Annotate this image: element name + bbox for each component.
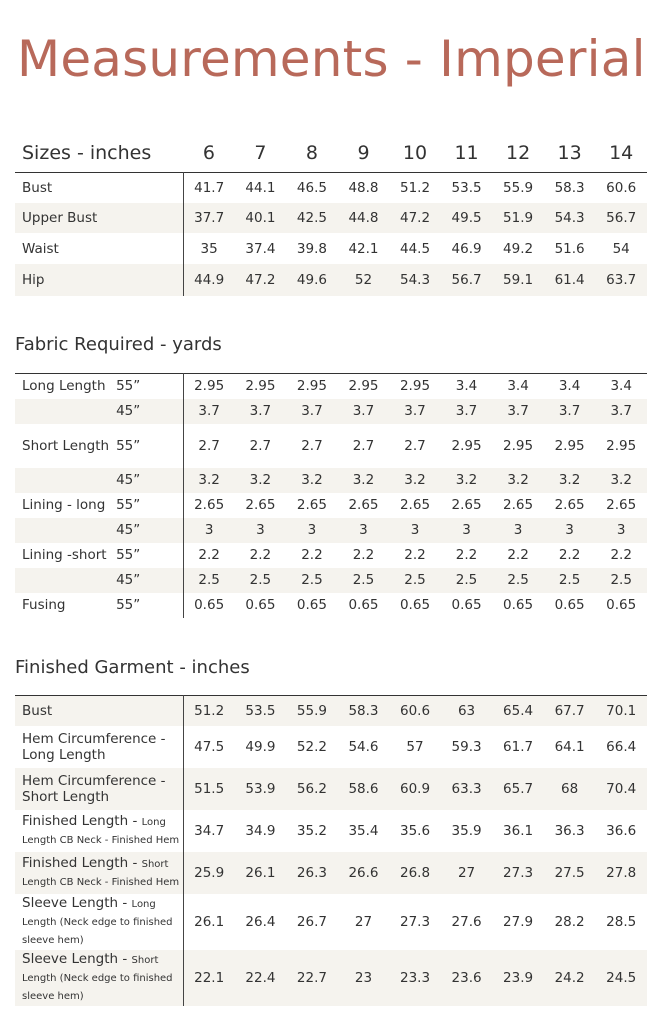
value-cell: 3.7 xyxy=(338,399,390,424)
value-cell: 0.65 xyxy=(606,597,637,613)
value-cell: 2.7 xyxy=(404,437,426,454)
value-cell: 49.9 xyxy=(245,738,276,755)
value-cell: 52.2 xyxy=(296,738,327,755)
value-cell: 23 xyxy=(338,950,390,1006)
fabric-row xyxy=(15,593,647,618)
value-cell: 3.2 xyxy=(492,468,544,493)
row-label-text: Finished Length - xyxy=(22,854,142,871)
value-cell: 35 xyxy=(183,233,235,264)
value-cell: 70.4 xyxy=(595,768,647,810)
value-cell: 23.9 xyxy=(492,950,544,1006)
value-cell: 3.2 xyxy=(286,468,338,493)
value-cell: 48.8 xyxy=(348,179,379,196)
value-cell: 3.7 xyxy=(544,399,596,424)
fabric-width: 55” xyxy=(116,597,141,613)
value-cell: 46.9 xyxy=(451,240,482,257)
value-cell: 54.6 xyxy=(348,738,379,755)
value-cell: 2.95 xyxy=(451,437,482,454)
fabric-width: 55” xyxy=(116,547,141,563)
value-cell: 46.5 xyxy=(296,179,327,196)
fabric-section-title: Fabric Required - yards xyxy=(15,334,222,355)
value-cell: 63 xyxy=(441,696,493,726)
size-header: 9 xyxy=(357,141,370,164)
value-cell: 3.2 xyxy=(183,468,235,493)
value-cell: 2.2 xyxy=(249,547,272,563)
measurement-row xyxy=(15,264,647,296)
value-cell: 2.65 xyxy=(183,493,235,518)
value-cell: 42.5 xyxy=(286,203,338,233)
row-label xyxy=(15,568,110,593)
value-cell: 2.2 xyxy=(301,547,323,563)
value-cell: 3.4 xyxy=(455,378,478,395)
row-label-text: Hem Circumference - Long Length xyxy=(22,730,166,763)
value-cell: 44.5 xyxy=(399,240,431,257)
value-cell: 26.3 xyxy=(286,852,338,894)
value-cell: 2.95 xyxy=(503,437,534,454)
value-cell: 44.1 xyxy=(245,179,276,196)
row-label: Fusing xyxy=(22,597,66,613)
size-header: 6 xyxy=(202,141,215,164)
value-cell: 0.65 xyxy=(503,597,534,613)
value-cell: 2.7 xyxy=(301,437,323,454)
value-cell: 63.7 xyxy=(595,264,647,296)
finished-row xyxy=(15,696,647,726)
value-cell: 47.2 xyxy=(235,264,287,296)
value-cell: 49.2 xyxy=(503,240,534,257)
measurements-header-row xyxy=(15,134,647,172)
fabric-width: 55” xyxy=(116,378,141,395)
value-cell: 35.2 xyxy=(296,822,327,839)
value-cell: 27.6 xyxy=(451,913,482,930)
value-cell: 27.5 xyxy=(544,852,596,894)
finished-row xyxy=(15,726,647,768)
finished-row xyxy=(15,894,647,950)
value-cell: 59.1 xyxy=(492,264,544,296)
row-label: Long Length xyxy=(22,378,106,395)
value-cell: 35.9 xyxy=(451,822,482,839)
value-cell: 58.3 xyxy=(338,696,390,726)
value-cell: 58.6 xyxy=(338,768,390,810)
value-cell: 0.65 xyxy=(296,597,327,613)
row-label: Waist xyxy=(22,240,59,257)
value-cell: 3 xyxy=(544,518,596,543)
row-label-text: Bust xyxy=(22,702,53,719)
value-cell: 24.5 xyxy=(595,950,647,1006)
row-label xyxy=(15,518,110,543)
value-cell: 3 xyxy=(338,518,390,543)
value-cell: 22.4 xyxy=(235,950,287,1006)
fabric-width: 45” xyxy=(110,568,183,593)
value-cell: 44.8 xyxy=(338,203,390,233)
value-cell: 0.65 xyxy=(245,597,276,613)
value-cell: 53.9 xyxy=(235,768,287,810)
value-cell: 3 xyxy=(183,518,235,543)
value-cell: 3.4 xyxy=(507,378,529,395)
value-cell: 24.2 xyxy=(544,950,596,1006)
row-label xyxy=(15,726,183,768)
value-cell: 3.7 xyxy=(492,399,544,424)
value-cell: 2.65 xyxy=(348,497,379,513)
row-label-note: Short Length (Neck edge to finished sleeve hem) xyxy=(22,954,173,1002)
value-cell: 25.9 xyxy=(183,852,235,894)
value-cell: 2.7 xyxy=(183,424,235,468)
value-cell: 37.4 xyxy=(245,240,276,257)
value-cell: 47.5 xyxy=(183,726,235,768)
row-label xyxy=(15,810,183,852)
value-cell: 3.2 xyxy=(338,468,390,493)
value-cell: 35.6 xyxy=(399,822,431,839)
row-label: Hip xyxy=(15,264,183,296)
fabric-width: 55” xyxy=(116,437,141,454)
value-cell: 2.65 xyxy=(606,497,637,513)
row-label-text: Finished Length - xyxy=(22,812,142,829)
value-cell: 36.6 xyxy=(606,822,637,839)
row-label-note: Long Length (Neck edge to finished sleeve hem) xyxy=(22,898,173,946)
value-cell: 53.5 xyxy=(451,179,482,196)
value-cell: 56.7 xyxy=(595,203,647,233)
fabric-width: 45” xyxy=(110,518,183,543)
value-cell: 3.7 xyxy=(183,399,235,424)
value-cell: 3.2 xyxy=(389,468,441,493)
value-cell: 2.5 xyxy=(595,568,647,593)
finished-row xyxy=(15,852,647,894)
row-label: Upper Bust xyxy=(15,203,183,233)
value-cell: 2.65 xyxy=(296,497,327,513)
value-cell: 3.7 xyxy=(441,399,493,424)
value-cell: 47.2 xyxy=(389,203,441,233)
value-cell: 26.7 xyxy=(296,913,327,930)
value-cell: 65.7 xyxy=(492,768,544,810)
value-cell: 3.2 xyxy=(544,468,596,493)
row-label xyxy=(15,468,110,493)
value-cell: 26.4 xyxy=(245,913,276,930)
value-cell: 41.7 xyxy=(183,172,235,203)
value-cell: 51.5 xyxy=(183,768,235,810)
value-cell: 2.95 xyxy=(399,378,431,395)
value-cell: 58.3 xyxy=(554,179,585,196)
value-cell: 2.2 xyxy=(558,547,581,563)
fabric-width: 45” xyxy=(110,468,183,493)
value-cell: 2.95 xyxy=(296,378,327,395)
value-cell: 42.1 xyxy=(348,240,379,257)
value-cell: 2.5 xyxy=(441,568,493,593)
value-cell: 37.7 xyxy=(183,203,235,233)
value-cell: 3.4 xyxy=(610,378,632,395)
finished-row xyxy=(15,810,647,852)
value-cell: 2.95 xyxy=(245,378,276,395)
value-cell: 2.2 xyxy=(404,547,426,563)
value-cell: 54.3 xyxy=(389,264,441,296)
value-cell: 56.7 xyxy=(441,264,493,296)
value-cell: 2.65 xyxy=(451,497,482,513)
value-cell: 36.3 xyxy=(554,822,585,839)
row-label: Lining -short xyxy=(22,547,107,563)
measurements-header-label: Sizes - inches xyxy=(22,141,152,164)
value-cell: 3.7 xyxy=(286,399,338,424)
value-cell: 60.6 xyxy=(389,696,441,726)
value-cell: 52 xyxy=(338,264,390,296)
value-cell: 26.1 xyxy=(183,894,235,950)
value-cell: 2.65 xyxy=(245,497,276,513)
value-cell: 2.2 xyxy=(352,547,375,563)
value-cell: 27 xyxy=(354,913,373,930)
row-label xyxy=(15,696,183,726)
fabric-row xyxy=(15,399,647,424)
value-cell: 2.95 xyxy=(554,437,585,454)
value-cell: 26.1 xyxy=(235,852,287,894)
value-cell: 35.4 xyxy=(348,822,379,839)
size-header: 13 xyxy=(557,141,582,164)
size-header: 7 xyxy=(254,141,267,164)
size-header: 8 xyxy=(305,141,318,164)
value-cell: 3 xyxy=(441,518,493,543)
value-cell: 26.8 xyxy=(389,852,441,894)
row-label xyxy=(15,950,183,1006)
value-cell: 3.2 xyxy=(441,468,493,493)
value-cell: 2.2 xyxy=(507,547,529,563)
row-label-text: Sleeve Length - xyxy=(22,894,132,911)
value-cell: 34.9 xyxy=(245,822,276,839)
value-cell: 3.7 xyxy=(389,399,441,424)
value-cell: 3 xyxy=(286,518,338,543)
value-cell: 60.9 xyxy=(389,768,441,810)
value-cell: 3 xyxy=(492,518,544,543)
value-cell: 40.1 xyxy=(235,203,287,233)
row-label xyxy=(15,399,110,424)
value-cell: 65.4 xyxy=(492,696,544,726)
value-cell: 2.95 xyxy=(183,374,235,399)
value-cell: 2.2 xyxy=(610,547,632,563)
value-cell: 51.9 xyxy=(492,203,544,233)
value-cell: 55.9 xyxy=(503,179,534,196)
value-cell: 53.5 xyxy=(235,696,287,726)
value-cell: 0.65 xyxy=(451,597,482,613)
value-cell: 66.4 xyxy=(606,738,637,755)
size-header: 10 xyxy=(402,141,428,164)
measurement-row xyxy=(15,233,647,264)
value-cell: 51.2 xyxy=(183,696,235,726)
value-cell: 2.2 xyxy=(183,543,235,568)
row-label: Short Length xyxy=(22,437,110,454)
value-cell: 0.65 xyxy=(183,593,235,618)
value-cell: 60.6 xyxy=(606,179,637,196)
value-cell: 59.3 xyxy=(451,738,482,755)
value-cell: 3.7 xyxy=(595,399,647,424)
value-cell: 23.3 xyxy=(389,950,441,1006)
measurement-row xyxy=(15,203,647,233)
value-cell: 54.3 xyxy=(544,203,596,233)
value-cell: 3 xyxy=(389,518,441,543)
value-cell: 49.5 xyxy=(441,203,493,233)
fabric-width: 55” xyxy=(116,497,141,513)
fabric-row xyxy=(15,543,647,568)
size-header: 14 xyxy=(609,141,634,164)
row-label-text: Hem Circumference - Short Length xyxy=(22,772,166,805)
value-cell: 2.7 xyxy=(352,437,375,454)
value-cell: 2.5 xyxy=(544,568,596,593)
value-cell: 55.9 xyxy=(286,696,338,726)
value-cell: 2.65 xyxy=(399,497,431,513)
value-cell: 27.8 xyxy=(595,852,647,894)
value-cell: 34.7 xyxy=(183,810,235,852)
value-cell: 3.2 xyxy=(595,468,647,493)
row-label-text: Sleeve Length - xyxy=(22,950,132,967)
row-label xyxy=(15,894,183,950)
value-cell: 27.3 xyxy=(399,913,431,930)
fabric-row xyxy=(15,518,647,543)
value-cell: 2.5 xyxy=(338,568,390,593)
value-cell: 2.65 xyxy=(503,497,534,513)
fabric-table xyxy=(15,373,647,618)
value-cell: 3.4 xyxy=(558,378,581,395)
value-cell: 67.7 xyxy=(544,696,596,726)
value-cell: 61.7 xyxy=(503,738,534,755)
value-cell: 2.95 xyxy=(606,437,637,454)
value-cell: 22.7 xyxy=(286,950,338,1006)
measurement-row xyxy=(15,172,647,203)
value-cell: 22.1 xyxy=(183,950,235,1006)
value-cell: 2.2 xyxy=(455,547,478,563)
value-cell: 49.6 xyxy=(286,264,338,296)
value-cell: 51.2 xyxy=(399,179,431,196)
row-label xyxy=(15,852,183,894)
finished-section-title: Finished Garment - inches xyxy=(15,657,250,678)
fabric-width: 45” xyxy=(110,399,183,424)
size-header: 12 xyxy=(505,141,531,164)
row-label xyxy=(15,768,183,810)
value-cell: 0.65 xyxy=(554,597,585,613)
value-cell: 51.6 xyxy=(554,240,585,257)
value-cell: 2.5 xyxy=(389,568,441,593)
measurements-table xyxy=(15,134,647,296)
value-cell: 2.5 xyxy=(492,568,544,593)
value-cell: 64.1 xyxy=(554,738,585,755)
value-cell: 61.4 xyxy=(544,264,596,296)
value-cell: 0.65 xyxy=(348,597,379,613)
value-cell: 63.3 xyxy=(441,768,493,810)
row-label-note: Long Length CB Neck - Finished Hem xyxy=(22,816,180,846)
fabric-row xyxy=(15,568,647,593)
value-cell: 27 xyxy=(441,852,493,894)
fabric-row xyxy=(15,374,647,399)
value-cell: 36.1 xyxy=(503,822,534,839)
value-cell: 2.5 xyxy=(286,568,338,593)
value-cell: 23.6 xyxy=(441,950,493,1006)
value-cell: 68 xyxy=(544,768,596,810)
value-cell: 57 xyxy=(406,738,424,755)
value-cell: 27.9 xyxy=(503,913,534,930)
value-cell: 54 xyxy=(612,240,630,257)
value-cell: 44.9 xyxy=(183,264,235,296)
size-header: 11 xyxy=(454,141,479,164)
value-cell: 27.3 xyxy=(492,852,544,894)
fabric-row xyxy=(15,424,647,468)
row-label: Bust xyxy=(22,179,53,196)
row-label: Lining - long xyxy=(22,497,106,513)
value-cell: 70.1 xyxy=(595,696,647,726)
fabric-row xyxy=(15,493,647,518)
value-cell: 2.5 xyxy=(235,568,287,593)
value-cell: 3.2 xyxy=(235,468,287,493)
finished-table xyxy=(15,695,647,1006)
value-cell: 3 xyxy=(235,518,287,543)
finished-row xyxy=(15,950,647,1006)
value-cell: 0.65 xyxy=(399,597,431,613)
value-cell: 2.5 xyxy=(183,568,235,593)
page-title: Measurements - Imperial xyxy=(17,30,646,88)
value-cell: 3.7 xyxy=(235,399,287,424)
value-cell: 2.95 xyxy=(348,378,379,395)
row-label-note: Short Length CB Neck - Finished Hem xyxy=(22,858,180,888)
value-cell: 28.2 xyxy=(554,913,585,930)
fabric-row xyxy=(15,468,647,493)
value-cell: 3 xyxy=(595,518,647,543)
value-cell: 39.8 xyxy=(296,240,327,257)
finished-row xyxy=(15,768,647,810)
value-cell: 2.65 xyxy=(554,497,585,513)
value-cell: 2.7 xyxy=(249,437,272,454)
value-cell: 56.2 xyxy=(286,768,338,810)
value-cell: 28.5 xyxy=(606,913,637,930)
value-cell: 26.6 xyxy=(338,852,390,894)
